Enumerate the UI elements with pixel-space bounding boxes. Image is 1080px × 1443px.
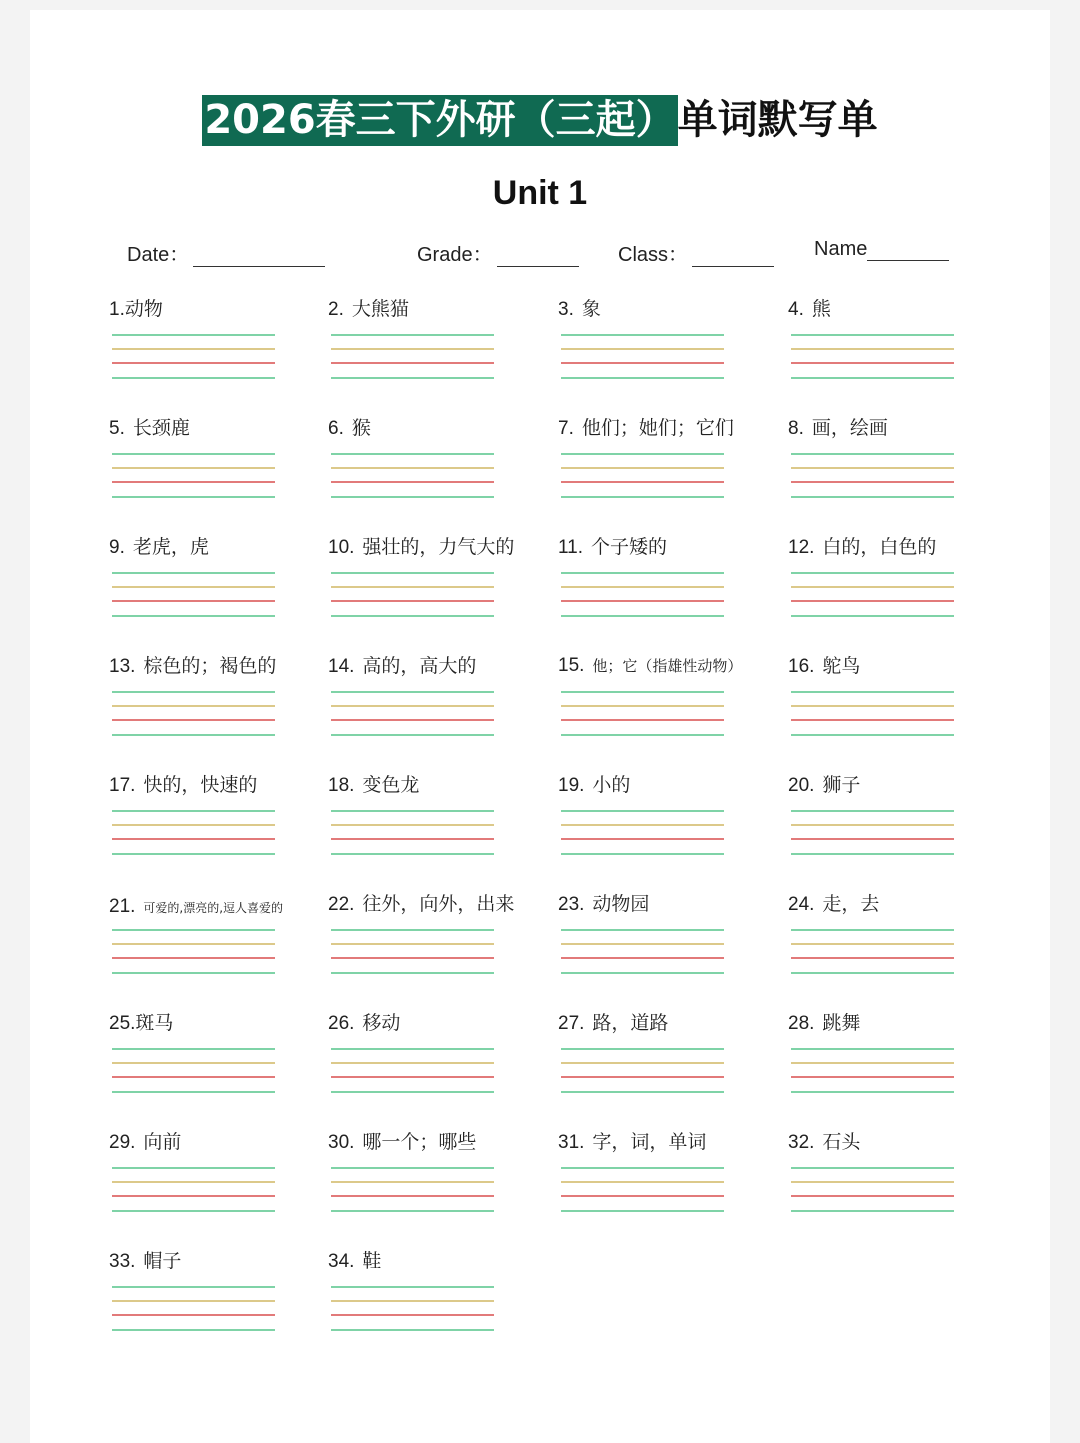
vocab-item-text: 帽子 [143,1250,182,1272]
writing-line [791,572,954,574]
vocab-item-number: 22. [328,894,355,915]
writing-lines[interactable] [112,453,275,501]
writing-lines[interactable] [112,810,275,858]
writing-line [791,1076,954,1078]
writing-line [331,453,494,455]
writing-lines[interactable] [331,453,494,501]
vocab-item-label [328,889,514,916]
writing-line [331,467,494,469]
writing-line [791,691,954,693]
vocab-item-label [328,1008,400,1035]
vocab-item-text: 跳舞 [822,1012,861,1034]
vocab-item-label [109,532,209,559]
vocab-item-label [328,294,409,321]
writing-line [561,1062,724,1064]
vocab-item-label [788,1008,860,1035]
vocab-item-label [328,1246,381,1273]
writing-line [791,810,954,812]
writing-line [791,334,954,336]
writing-line [112,1329,275,1331]
vocab-item-number: 3. [558,299,574,320]
writing-line [331,572,494,574]
writing-line [561,972,724,974]
writing-line [112,824,275,826]
writing-line [112,467,275,469]
class-blank [692,246,774,267]
writing-line [112,838,275,840]
writing-line [112,600,275,602]
vocab-item-label [109,1008,173,1035]
vocab-item-text: 哪一个；哪些 [362,1131,477,1153]
writing-line [791,705,954,707]
writing-line [791,943,954,945]
writing-line [561,1048,724,1050]
writing-line [112,943,275,945]
vocab-item-text: 画，绘画 [811,417,888,439]
vocab-item-text: 路，道路 [592,1012,669,1034]
vocab-item-number: 4. [788,299,804,320]
vocab-item-number: 33. [109,1251,136,1272]
writing-line [791,1062,954,1064]
writing-line [791,496,954,498]
writing-line [561,1195,724,1197]
vocab-item-text: 长颈鹿 [132,417,190,439]
writing-line [112,734,275,736]
writing-line [112,705,275,707]
writing-line [561,705,724,707]
vocab-item-number: 31. [558,1132,585,1153]
writing-line [331,1195,494,1197]
vocab-item-label [788,294,831,321]
writing-line [331,615,494,617]
writing-lines[interactable] [791,1048,954,1096]
vocab-item-text: 狮子 [822,774,861,796]
writing-line [112,957,275,959]
writing-line [112,572,275,574]
writing-line [112,1314,275,1316]
vocab-item-text: 石头 [822,1131,861,1153]
writing-lines[interactable] [561,810,724,858]
vocab-item-label [558,413,734,440]
vocab-item-number: 25. [109,1013,136,1034]
class-label: Class： [618,244,689,266]
writing-line [561,572,724,574]
vocab-item-text: 他；它（指雄性动物） [592,657,743,675]
writing-line [561,719,724,721]
writing-line [561,734,724,736]
vocab-item-label [558,1008,668,1035]
vocab-item-label [328,651,476,678]
vocab-item-number: 30. [328,1132,355,1153]
writing-line [331,957,494,959]
writing-line [791,453,954,455]
vocab-item-label [788,651,860,678]
vocab-item-number: 8. [788,418,804,439]
writing-line [791,1181,954,1183]
writing-line [561,1091,724,1093]
writing-lines[interactable] [791,691,954,739]
vocab-item-text: 动物 [124,298,163,320]
vocab-item-label [788,1127,860,1154]
writing-line [112,929,275,931]
vocab-item-label [558,294,601,321]
writing-lines[interactable] [561,572,724,620]
vocab-item-text: 象 [581,298,601,320]
writing-line [331,705,494,707]
writing-line [331,481,494,483]
writing-line [791,929,954,931]
vocab-item-text: 变色龙 [362,774,420,796]
writing-line [561,453,724,455]
writing-lines[interactable] [331,1048,494,1096]
writing-line [791,824,954,826]
writing-line [331,1181,494,1183]
writing-line [112,1048,275,1050]
vocab-item-text: 大熊猫 [351,298,409,320]
vocab-item-text: 鞋 [362,1250,382,1272]
writing-line [561,691,724,693]
writing-lines[interactable] [561,334,724,382]
writing-lines[interactable] [331,1286,494,1334]
writing-line [331,1286,494,1288]
vocab-item-text: 白的，白色的 [822,536,937,558]
vocab-item-text: 字，词，单词 [592,1131,707,1153]
vocab-item-text: 老虎，虎 [132,536,209,558]
vocab-item-label [109,1246,181,1273]
vocab-item-number: 2. [328,299,344,320]
vocab-item-number: 19. [558,775,585,796]
vocab-item-label [328,413,371,440]
date-label: Date： [127,244,190,266]
vocab-item-number: 14. [328,656,355,677]
writing-lines[interactable] [331,1167,494,1215]
vocab-item-text: 熊 [811,298,831,320]
writing-line [331,943,494,945]
vocab-item-label [109,770,257,797]
writing-line [112,453,275,455]
writing-line [561,348,724,350]
writing-line [561,600,724,602]
vocab-item-label [558,889,649,916]
vocab-item-text: 可爱的,漂亮的,逗人喜爱的 [143,901,284,915]
writing-line [561,957,724,959]
writing-lines[interactable] [561,1048,724,1096]
writing-line [791,972,954,974]
writing-line [331,1314,494,1316]
name-blank [867,240,949,261]
writing-line [561,377,724,379]
vocab-item-text: 猴 [351,417,371,439]
writing-lines[interactable] [791,453,954,501]
writing-line [331,734,494,736]
vocab-item-text: 快的，快速的 [143,774,258,796]
writing-line [331,838,494,840]
writing-lines[interactable] [331,572,494,620]
writing-line [791,838,954,840]
writing-line [112,810,275,812]
vocab-item-label [788,532,936,559]
vocab-item-label [109,651,276,678]
writing-line [561,838,724,840]
writing-line [791,1195,954,1197]
writing-line [561,853,724,855]
writing-line [561,929,724,931]
vocab-item-label [788,413,888,440]
grade-label: Grade： [417,244,493,266]
writing-line [112,377,275,379]
title-rest: 单词默写单 [677,97,878,143]
writing-lines[interactable] [561,691,724,739]
vocab-item-text: 强壮的，力气大的 [362,536,515,558]
vocab-item-number: 5. [109,418,125,439]
writing-line [112,691,275,693]
name-field [814,238,949,261]
writing-line [791,362,954,364]
writing-lines[interactable] [331,691,494,739]
writing-line [331,1329,494,1331]
vocab-item-text: 鸵鸟 [822,655,861,677]
writing-line [112,853,275,855]
writing-line [791,586,954,588]
writing-lines[interactable] [112,1286,275,1334]
writing-line [331,1062,494,1064]
vocab-item-label [328,1127,476,1154]
writing-line [791,1048,954,1050]
writing-lines[interactable] [791,1167,954,1215]
writing-line [112,1062,275,1064]
vocab-item-number: 15. [558,655,585,676]
name-label: Name [814,238,868,260]
writing-lines[interactable] [331,929,494,977]
vocab-item-text: 他们；她们；它们 [581,417,734,439]
vocab-item-label [788,770,860,797]
writing-line [791,377,954,379]
vocab-item-number: 21. [109,896,136,917]
writing-line [112,1210,275,1212]
writing-line [561,467,724,469]
vocab-item-number: 10. [328,537,355,558]
writing-line [331,1167,494,1169]
vocab-item-number: 26. [328,1013,355,1034]
title-highlight: 2026春三下外研（三起） [202,95,677,146]
writing-line [561,824,724,826]
writing-line [112,1091,275,1093]
vocab-item-text: 斑马 [135,1012,174,1034]
writing-line [331,853,494,855]
vocab-item-label [558,655,742,677]
writing-line [112,362,275,364]
worksheet-page [30,10,1050,1443]
writing-line [112,615,275,617]
writing-lines[interactable] [561,1167,724,1215]
vocab-item-text: 动物园 [592,893,650,915]
writing-lines[interactable] [561,929,724,977]
grade-blank [497,246,579,267]
writing-line [791,1167,954,1169]
writing-line [791,719,954,721]
writing-line [331,1048,494,1050]
writing-line [561,362,724,364]
writing-line [331,362,494,364]
vocab-item-label [788,889,879,916]
vocab-item-number: 32. [788,1132,815,1153]
writing-line [561,615,724,617]
writing-line [331,972,494,974]
vocab-item-number: 29. [109,1132,136,1153]
writing-lines[interactable] [791,810,954,858]
vocab-item-label [109,1127,181,1154]
vocab-item-number: 11. [558,537,584,558]
vocab-item-number: 20. [788,775,815,796]
vocab-item-label [558,770,630,797]
writing-lines[interactable] [561,453,724,501]
vocab-item-number: 17. [109,775,136,796]
writing-line [331,334,494,336]
writing-lines[interactable] [791,929,954,977]
worksheet-title [30,92,1050,148]
writing-line [331,600,494,602]
writing-line [791,348,954,350]
writing-line [331,348,494,350]
writing-line [331,1300,494,1302]
writing-line [112,972,275,974]
vocab-item-number: 18. [328,775,355,796]
vocab-item-text: 棕色的；褐色的 [143,655,277,677]
vocab-item-label [109,413,190,440]
writing-lines[interactable] [331,810,494,858]
class-field [618,238,774,267]
writing-line [561,1210,724,1212]
vocab-item-label [109,294,163,321]
writing-line [791,957,954,959]
vocab-item-label [328,532,514,559]
vocab-item-label [328,770,419,797]
vocab-item-number: 28. [788,1013,815,1034]
writing-line [112,1181,275,1183]
vocab-item-text: 高的，高大的 [362,655,477,677]
writing-line [112,348,275,350]
vocab-item-label [558,1127,706,1154]
date-field [127,238,325,267]
writing-line [561,943,724,945]
vocab-item-text: 移动 [362,1012,401,1034]
writing-lines[interactable] [112,572,275,620]
writing-line [791,853,954,855]
writing-lines[interactable] [331,334,494,382]
vocab-item-label [109,896,283,918]
writing-line [112,586,275,588]
writing-lines[interactable] [112,1048,275,1096]
writing-lines[interactable] [112,1167,275,1215]
writing-lines[interactable] [112,334,275,382]
writing-line [112,481,275,483]
writing-line [561,481,724,483]
writing-line [112,1076,275,1078]
writing-lines[interactable] [791,572,954,620]
writing-line [791,467,954,469]
writing-line [561,810,724,812]
writing-line [791,600,954,602]
writing-line [331,1210,494,1212]
vocab-item-number: 13. [109,656,136,677]
writing-line [561,1167,724,1169]
writing-line [112,334,275,336]
vocab-item-text: 往外，向外，出来 [362,893,515,915]
writing-line [112,1167,275,1169]
writing-line [331,377,494,379]
writing-line [791,1210,954,1212]
writing-line [112,719,275,721]
writing-line [112,1195,275,1197]
writing-line [561,586,724,588]
writing-lines[interactable] [791,334,954,382]
writing-line [791,615,954,617]
vocab-item-text: 走，去 [822,893,880,915]
vocab-item-number: 23. [558,894,585,915]
writing-lines[interactable] [112,691,275,739]
writing-line [561,1076,724,1078]
writing-line [331,1091,494,1093]
writing-line [561,496,724,498]
writing-line [791,1091,954,1093]
vocab-item-label [558,532,667,559]
writing-lines[interactable] [112,929,275,977]
vocab-item-text: 小的 [592,774,631,796]
vocab-item-number: 6. [328,418,344,439]
writing-line [331,810,494,812]
vocab-item-number: 12. [788,537,815,558]
writing-line [561,334,724,336]
vocab-item-number: 16. [788,656,815,677]
writing-line [331,1076,494,1078]
vocab-item-number: 1. [109,299,125,320]
grade-field [417,238,579,267]
writing-line [331,929,494,931]
writing-line [331,824,494,826]
vocab-item-text: 向前 [143,1131,182,1153]
vocab-item-number: 24. [788,894,815,915]
writing-line [331,719,494,721]
writing-line [331,691,494,693]
writing-line [112,1300,275,1302]
writing-line [791,481,954,483]
writing-line [561,1181,724,1183]
vocab-item-number: 9. [109,537,125,558]
date-blank [193,246,325,267]
vocab-item-text: 个子矮的 [591,536,668,558]
writing-line [331,586,494,588]
vocab-item-number: 7. [558,418,574,439]
vocab-item-number: 34. [328,1251,355,1272]
unit-heading: Unit 1 [492,174,588,212]
writing-line [112,496,275,498]
writing-line [791,734,954,736]
vocab-item-number: 27. [558,1013,585,1034]
writing-line [331,496,494,498]
writing-line [112,1286,275,1288]
